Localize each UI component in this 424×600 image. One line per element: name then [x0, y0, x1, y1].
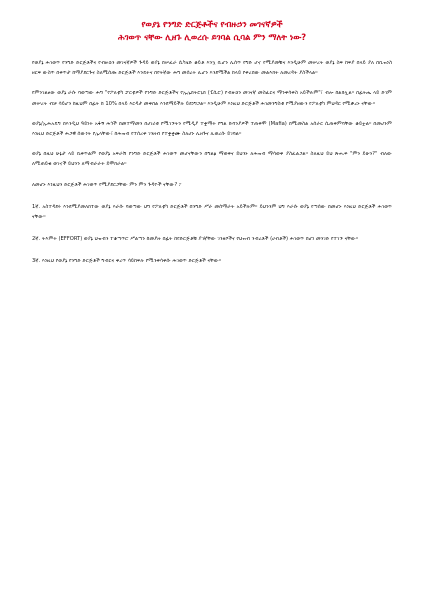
list-item-1: 1ኛ. አስተዳደሩ እንደሚያመለክተው ወያኔ እራሱ ባወጣው ህግ የፖለቲካ ድርጅቶች በንግድ ሥራ መሰማራት አይችሉም። ይህንንም ህግ እራሱ ወያኔ የጣሰው በመሆኑ እነዚህ ድርጅቶች ሕገወጥ ናቸው። — [32, 203, 392, 221]
paragraph-law: የምንገልፀው ወያኔ ራሱ ባወጣው ሕግ "የፖለቲካ ፓርቲዎች የንግድ ድርጅቶችና የኢሌክትሮኒክ (ፒሲሮ) የብዙኃን መገናኛ መስፈርና ማንቀሳቀስ አይችሉም"፣ ብሎ ከልክሏል። በፊትሔ ላይ ድገም መሠረት ብቻ ሳይሆን ከዚህም በፊት ከ 10% በላይ እርዳታ መቀበል እንደማይችሉ ይደነግጋል። እንዲሁም እነዚህ ድርጅቶች ሕገመንግስቱ የሚያዘውን የፖለቲካ ምህዳር የሚቃረኑ ናቸው። — [32, 90, 392, 107]
paragraph-intro: የወያኔ ሕገወጥ የንግድ ድርጅቶችና የብዙኃን መገናኛዎች ጉዳይ ወያኔ በሠፈራ ሲካሄድ ቆይቶ እንኳ ቢሆን ሊሰጥ የግድ ሆኖ የሚያመቹና እንዲሁም መሠረት ወያኔ ስፍ ከፍያ በላይ ያለ በቢዝነስ ዘርፍ ውስጥ በቀጥታ ከማያደርጉና ስለሚሰጡ ድርጅቶች እንዴትና በየትኛው ሕግ መሰረት ሊሆን እንደሚችል ከላይ የቀረበው መልእክት ለመረዳት ያስችላል። — [32, 60, 392, 77]
list-item-2: 2ኛ. ትእምት (EFFORT) ወያኔ ህዝብን ተቆጣጥሮ ሥልጣን ከመያዙ በፊት ከየድርጅቶቹ ያገኛቸው ገንዘቦችና የህዝብ ንብረቶች (ሀብቶች) ሕገወጥ በሆነ መንገድ የተገኙ ናቸው። — [32, 236, 359, 243]
title-line-2: ሕገወጥ ናቸው ሊዘጉ ሊወረሱ ይገባል ሲባል ምን ማለት ነው? — [117, 32, 307, 42]
title-line-1: የወያኔ የንግድ ድርጅቶችና የብዙኃን መገናኛዎች — [141, 19, 283, 29]
document-title — [32, 18, 392, 44]
paragraph-effort: ወያኔ በዚህ ሁኔታ ላይ ቢቀጥልም የወያኔ አፍራሽ የንግድ ድርጅቶች ሕገወጥ መሆናቸውን በግልፅ ማወቅና ይህንኑ ለሕዝብ ማሳወቅ ያስፈልጋል። ስለዚህ ይህ ጽሑፍ "ምን ይሁን?" ብለው ለሚጠይቁ ወገኖች ይህንን ለማብራራት ይሞክራል። — [32, 151, 392, 168]
document-page — [32, 18, 392, 279]
question-line: ለመሆኑ እነዚህን ድርጅቶች ሕገወጥ የሚያደርጋቸው ምን ምን ጉዳዮች ናቸው? ፦ — [32, 181, 182, 188]
paragraph-mafia: ወያኔ/ኢሕአዴግ በእንዲህ ዓይነት አፋኝ ሕጎች በመተማመን በሀገሪቱ የሚገኙትን የሚዲያ ተቋማት የግል ኩባንያዎች ተጠቅሞ (Mafia) በሚመስል አሰራር ሲጠቀምባቸው ቆይቷል። በመሆኑም እነዚህ ድርጅቶች ሕጋዊ ሰውነት የሌላቸው፣ ከሕዝብ የተሰረቀ ገንዘብ የተቋቋሙ ስለሆኑ ሊዘጉና ሊወረሱ ይገባል። — [32, 120, 392, 138]
list-item-3: 3ኛ. እነዚህ የወያኔ የንግድ ድርጅቶች ግብርና ቀረጥ ሳይከፍሉ የሚንቀሳቀሱ ሕገወጥ ድርጅቶች ናቸው። — [32, 258, 222, 265]
